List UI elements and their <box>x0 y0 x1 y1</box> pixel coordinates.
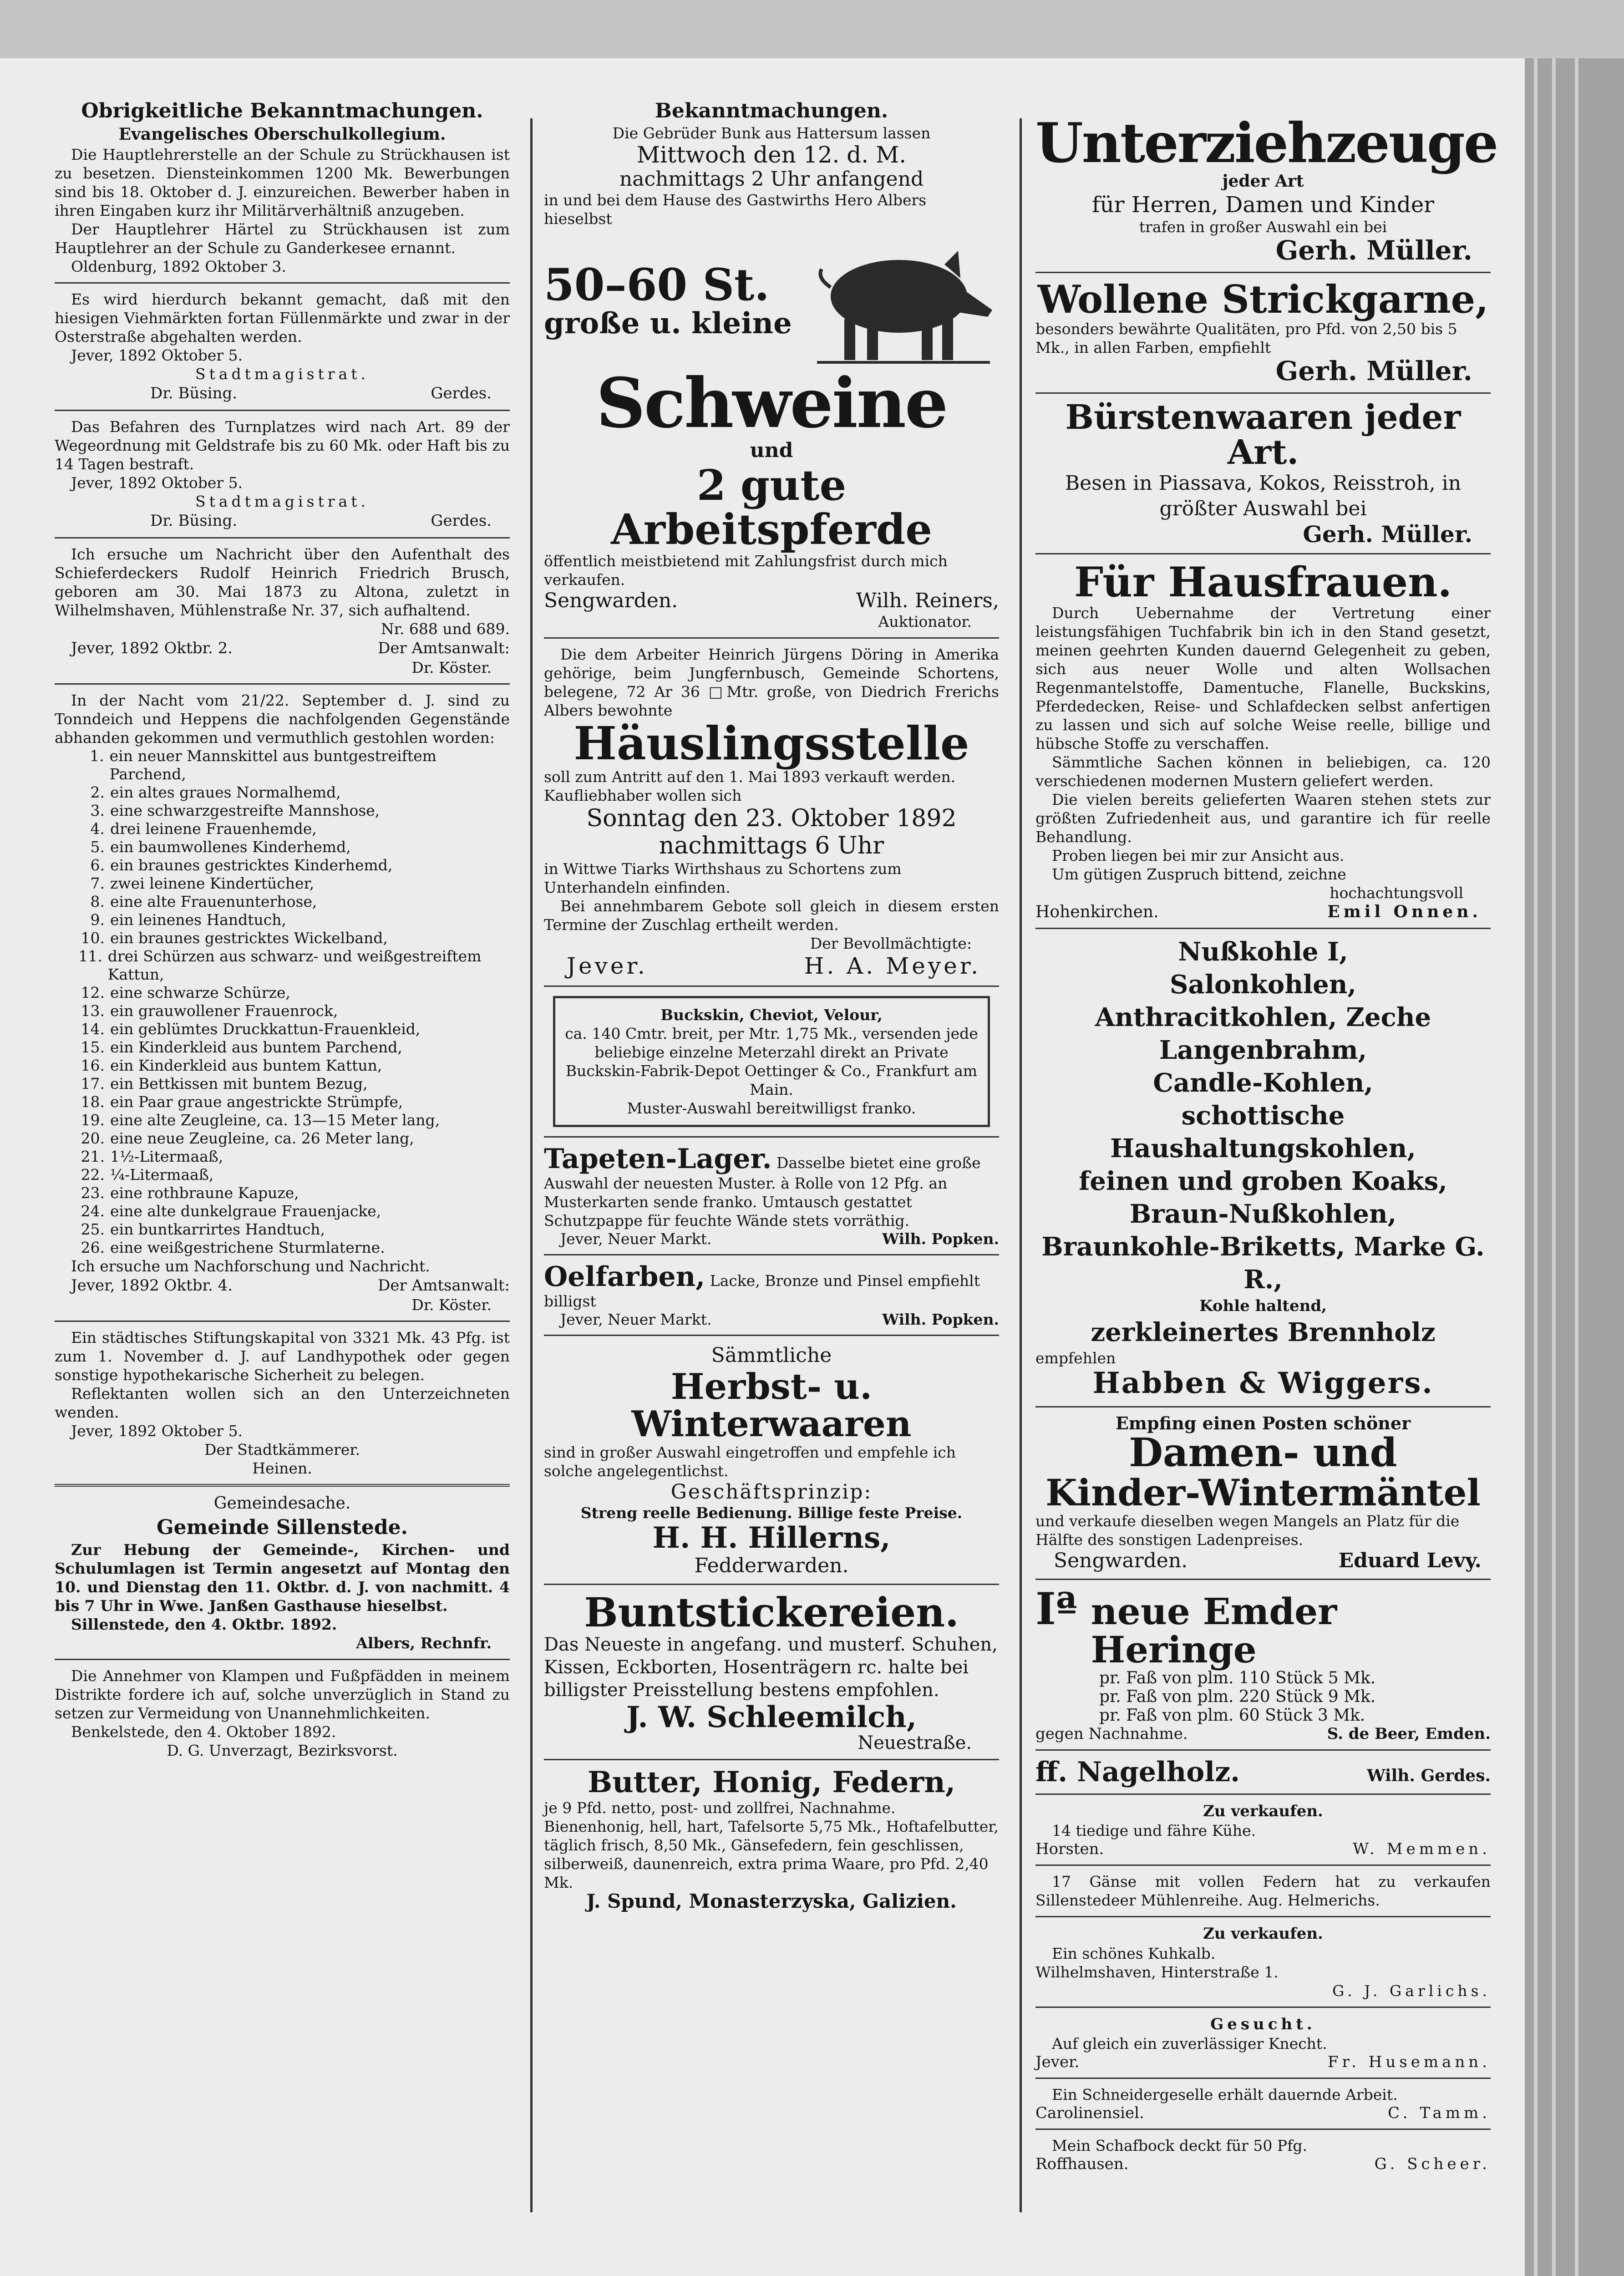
ad-text: Die Gebrüder Bunk aus Hattersum lassen <box>612 124 931 142</box>
ad-place: Sengwarden. <box>544 589 678 612</box>
ad-text: Die dem Arbeiter Heinrich Jürgens Döring in Amerika gehörige, beim Jungfernbusch, Gemeinde Schortens, belegene, 72 Ar 36 □Mtr. große, von Diedrich Frerichs Albers bewohnte <box>544 645 999 719</box>
ad-grade: Iª <box>1035 1583 1077 1635</box>
ad-title: Häuslingsstelle <box>573 716 969 770</box>
ad-text: 14 tiedige und fähre Kühe. <box>1052 1822 1256 1840</box>
signature: Dr. Köster. <box>411 658 492 676</box>
notice-text: Der Hauptlehrer Härtel zu Strückhausen ist zum Hauptlehrer an der Schule zu Ganderkesee ernannt. <box>55 220 510 257</box>
notice-text: Die Annehmer von Klampen und Fußpfädden in meinem Distrikte fordere ich auf, solche unverzüglich in Stand zu setzen zur Vermeidung von Unannehmlichkeiten. <box>55 1666 510 1722</box>
ad-text: 17 Gänse mit vollen Federn hat zu verkaufen Sillenstedeer Mühlenreihe. Aug. Helmerichs. <box>1035 1873 1491 1910</box>
ad-place: Carolinensiel. <box>1035 2103 1144 2122</box>
ad-place: Fedderwarden. <box>694 1554 849 1577</box>
ad-place: Roffhausen. <box>1035 2154 1129 2173</box>
list-number: 22. <box>81 1165 105 1184</box>
ad-text: Durch Uebernahme der Vertretung einer leistungsfähigen Tuchfabrik bin ich in den Stand gesetzt, meinen geehrten Kunden dauernd Gelegenheit zu geben, sich aus neuer Wolle und alten Wollsachen Regenmantelstoffe, Damentuche, Flanelle, Buckskins, Pferdedecken, Reise- und Schlafdecken selbst anfertigen zu lassen und sich auf solche Weise reelle, billige und hübsche Stoffe zu verschaffen. <box>1035 604 1491 753</box>
ad-text: trafen in großer Auswahl ein bei <box>1139 218 1387 236</box>
ad-text: Wilhelmshaven, Hinterstraße 1. <box>1035 1963 1279 1981</box>
ad-title: Damen- und <box>1129 1429 1397 1476</box>
ad-signature: H. A. Meyer. <box>804 952 981 979</box>
list-text: ein leinenes Handtuch, <box>110 910 287 929</box>
ad-signature: G. Scheer. <box>1374 2154 1491 2173</box>
ad-signature: Wilh. Reiners, <box>856 589 999 612</box>
list-item <box>73 984 510 1002</box>
ad-title: Schweine <box>596 363 947 444</box>
coal-item: Braunkohle-Briketts, Marke G. R., <box>1041 1232 1485 1295</box>
ad-text: Streng reelle Bedienung. Billige feste Preise. <box>580 1504 963 1522</box>
signature: Stadtmagistrat. <box>195 492 369 510</box>
ad-signature: Wilh. Popken. <box>882 1229 999 1248</box>
ad-text: Mein Schafbock deckt für 50 Pfg. <box>1052 2136 1307 2154</box>
ad-text: Die vielen bereits gelieferten Waaren stehen stets zur größten Zufriedenheit aus, und garantire ich für reelle Behandlung. <box>1035 791 1491 846</box>
list-number: 21. <box>81 1147 105 1165</box>
list-text: ein Bettkissen mit buntem Bezug, <box>110 1074 368 1092</box>
list-number: 11. <box>78 947 102 965</box>
ad-signature: C. Tamm. <box>1387 2103 1491 2122</box>
list-text: ein Kinderkleid aus buntem Parchend, <box>110 1038 402 1056</box>
ad-signature: Gerh. Müller. <box>1303 520 1472 548</box>
ad-signature: W. Memmen. <box>1353 1840 1491 1859</box>
notice-date: Benkelstede, den 4. Oktober 1892. <box>71 1722 336 1741</box>
notice-text: Ich ersuche um Nachricht über den Aufenthalt des Schieferdeckers Rudolf Heinrich Friedrich Brusch, geboren am 30. Mai 1873 zu Altona, zuletzt in Wilhelmshaven, Mühlenstraße Nr. 37, sich aufhaltend. <box>55 545 510 619</box>
stolen-items-list <box>55 747 510 1257</box>
ad-text: in Wittwe Tiarks Wirthshaus zu Schortens zum Unterhandeln einfinden. <box>544 859 902 896</box>
ad-text: Empfing einen Posten schöner <box>1115 1412 1411 1433</box>
ad-title: Unterziehzeuge <box>1035 111 1497 175</box>
coal-item: Nußkohle I, <box>1178 937 1348 967</box>
list-number: 15. <box>81 1038 105 1056</box>
list-item <box>73 1202 510 1220</box>
ad-signature: Wilh. Gerdes. <box>1367 1766 1491 1786</box>
ad-place: Jever. <box>567 952 648 979</box>
column-1 <box>55 98 510 1760</box>
ad-heading: Zu verkaufen. <box>1203 1925 1323 1943</box>
ad-place: Jever, Neuer Markt. <box>560 1310 712 1328</box>
list-text: ein neuer Mannskittel aus buntgestreiftem Parchend, <box>109 747 437 783</box>
list-text: eine neue Zeugleine, ca. 26 Meter lang, <box>110 1129 414 1147</box>
list-item <box>73 1220 510 1239</box>
list-number: 6. <box>90 856 105 874</box>
pig-icon <box>808 233 999 369</box>
ad-date: Mittwoch den 12. d. M. <box>636 142 907 168</box>
ad-text: Bei annehmbarem Gebote soll gleich in diesem ersten Termine der Zuschlag ertheilt werden. <box>544 897 999 934</box>
ad-text: Sämmtliche <box>711 1343 832 1367</box>
ad-heading: Bekanntmachungen. <box>655 99 888 122</box>
list-item <box>73 802 510 820</box>
notice-text: Reflektanten wollen sich an den Unterzeichneten wenden. <box>55 1384 510 1421</box>
ad-place: Jever, Neuer Markt. <box>560 1229 712 1248</box>
ad-text: jeder Art <box>1222 172 1304 191</box>
notice-date: Jever, 1892 Oktbr. 2. <box>71 639 233 657</box>
ad-signature: Gerh. Müller. <box>1275 234 1472 266</box>
section-title: Gemeinde Sillenstede. <box>157 1515 408 1539</box>
column-rule <box>530 118 533 2212</box>
ad-title: Butter, Honig, Federn, <box>587 1765 956 1799</box>
notice-date: Sillenstede, den 4. Oktbr. 1892. <box>71 1615 337 1633</box>
ad-signature: Der Bevollmächtigte: <box>810 934 972 952</box>
ad-count: 50–60 St. <box>544 259 770 310</box>
ad-signature: Fr. Husemann. <box>1328 2052 1491 2071</box>
ad-title: Wollene Strickgarne, <box>1037 276 1489 322</box>
notice-ref: Nr. 688 und 689. <box>381 620 510 638</box>
list-text: eine weißgestrichene Sturmlaterne. <box>110 1238 385 1256</box>
list-text: ein Kinderkleid aus buntem Kattun, <box>110 1056 382 1074</box>
list-number: 14. <box>81 1020 105 1038</box>
page-edge <box>1525 58 1624 2276</box>
coal-item: Anthracitkohlen, Zeche Langenbrahm, <box>1095 1002 1431 1066</box>
list-text: ein braunes gestricktes Kinderhemd, <box>110 856 393 874</box>
ad-signature: H. H. Hillerns, <box>652 1520 891 1555</box>
ad-text: Geschäftsprinzip: <box>670 1480 873 1504</box>
ad-heading: Gesucht. <box>1210 2015 1316 2033</box>
ad-text: Um gütigen Zuspruch bittend, zeichne <box>1052 865 1346 884</box>
ad-price: pr. Faß von plm. 110 Stück 5 Mk. <box>1099 1669 1376 1688</box>
list-text: eine alte dunkelgraue Frauenjacke, <box>110 1202 381 1220</box>
signature: Dr. Köster. <box>411 1295 492 1314</box>
notice-text: Es wird hierdurch bekannt gemacht, daß mit den hiesigen Viehmärkten fortan Füllenmärkte und zwar in der Osterstraße abgehalten werden. <box>55 290 510 345</box>
list-item <box>73 1057 510 1075</box>
list-text: eine alte Frauenunterhose, <box>110 892 317 910</box>
ad-text: Auf gleich ein zuverlässiger Knecht. <box>1052 2034 1327 2052</box>
list-text: ein altes graues Normalhemd, <box>110 783 341 801</box>
list-item <box>73 1129 510 1148</box>
list-text: ein baumwollenes Kinderhemd, <box>110 838 351 856</box>
notice-date: Jever, 1892 Oktober 5. <box>71 346 243 364</box>
list-item <box>73 1239 510 1257</box>
ad-signature: J. W. Schleemilch, <box>626 1700 917 1735</box>
ad-place: Horsten. <box>1035 1840 1104 1859</box>
signature: Heinen. <box>252 1459 312 1477</box>
official-heading: Obrigkeitliche Bekanntmachungen. <box>81 99 483 122</box>
list-item <box>73 947 510 984</box>
list-item <box>73 1166 510 1184</box>
signature: Gerdes. <box>431 511 492 530</box>
list-text: 1½-Litermaaß, <box>110 1147 223 1165</box>
list-number: 12. <box>81 983 105 1001</box>
list-text: eine rothbraune Kapuze, <box>110 1184 299 1202</box>
list-item <box>73 1002 510 1020</box>
ad-title: Kinder-Wintermäntel <box>1045 1471 1481 1514</box>
list-item <box>73 911 510 929</box>
signature: Stadtmagistrat. <box>195 365 369 383</box>
ad-place: Hohenkirchen. <box>1035 903 1159 922</box>
ad-text: und verkaufe dieselben wegen Mangels an Platz für die Hälfte des sonstigen Ladenpreises. <box>1035 1512 1460 1549</box>
column-2 <box>544 98 999 1913</box>
list-number: 4. <box>90 819 105 838</box>
ad-text: Proben liegen bei mir zur Ansicht aus. <box>1052 847 1345 865</box>
list-text: eine schwarzgestreifte Mannshose, <box>110 801 380 819</box>
list-item <box>73 820 510 838</box>
coal-item: Kohle haltend, <box>1199 1297 1327 1316</box>
signature: Der Amtsanwalt: <box>378 1276 510 1295</box>
ad-text: für Herren, Damen und Kinder <box>1091 192 1435 218</box>
list-text: ein braunes gestricktes Wickelband, <box>110 929 388 947</box>
list-number: 19. <box>81 1111 105 1129</box>
ad-text: und <box>750 439 793 462</box>
list-number: 17. <box>81 1074 105 1092</box>
list-text: ein Paar graue angestrickte Strümpfe, <box>110 1092 403 1111</box>
list-item <box>73 893 510 911</box>
ad-price: pr. Faß von plm. 60 Stück 3 Mk. <box>1099 1706 1365 1725</box>
list-number: 1. <box>90 747 104 765</box>
ad-signature: Emil Onnen. <box>1327 902 1482 922</box>
list-number: 13. <box>81 1001 105 1020</box>
notice-date: Jever, 1892 Oktober 5. <box>71 473 243 492</box>
ad-text: Ein schönes Kuhkalb. <box>1052 1944 1216 1962</box>
coal-item: Braun-Nußkohlen, <box>1129 1199 1397 1229</box>
ad-signature: J. Spund, Monasterzyska, Galizien. <box>586 1890 957 1913</box>
list-text: drei leinene Frauenhemde, <box>110 819 317 838</box>
notice-text: Ich ersuche um Nachforschung und Nachricht. <box>71 1257 430 1275</box>
notice-date: Jever, 1892 Oktober 5. <box>71 1422 243 1440</box>
ad-signature: Gerh. Müller. <box>1275 355 1472 386</box>
ad-title: 2 gute Arbeitspferde <box>611 461 932 554</box>
ad-time: nachmittags 6 Uhr <box>659 832 884 859</box>
ad-text: Lacke, Bronze und Pinsel empfiehlt billigst <box>544 1271 980 1310</box>
list-item <box>73 1038 510 1057</box>
ad-title: Bürstenwaaren jeder Art. <box>1065 397 1461 472</box>
ad-signature: S. de Beer, Emden. <box>1327 1725 1491 1743</box>
ad-text: Ein Schneidergeselle erhält dauernde Arbeit. <box>1052 2085 1398 2103</box>
list-number: 25. <box>81 1220 105 1238</box>
coal-item: feinen und groben Koaks, <box>1079 1166 1447 1197</box>
ad-text: empfehlen <box>1035 1349 1116 1367</box>
signature: Dr. Büsing. <box>150 384 238 402</box>
ad-text: Besen in Piassava, Kokos, Reisstroh, in größter Auswahl bei <box>1065 471 1462 520</box>
list-number: 3. <box>90 801 105 819</box>
ad-place: Jever. <box>1035 2052 1080 2071</box>
list-number: 26. <box>81 1238 105 1256</box>
list-text: eine schwarze Schürze, <box>110 983 290 1001</box>
ad-title: Herbst- u. Winterwaaren <box>631 1366 912 1445</box>
list-item <box>73 838 510 856</box>
list-text: ein grauwollener Frauenrock, <box>110 1001 338 1020</box>
coal-item: zerkleinertes Brennholz <box>1091 1317 1436 1348</box>
list-number: 20. <box>81 1129 105 1147</box>
ad-signature: Habben & Wiggers. <box>1092 1366 1434 1401</box>
ad-price: pr. Faß von plm. 220 Stück 9 Mk. <box>1099 1687 1376 1707</box>
signature: Albers, Rechnfr. <box>356 1634 492 1652</box>
signature: Dr. Büsing. <box>150 511 238 530</box>
ad-date: Sonntag den 23. Oktober 1892 <box>586 804 957 832</box>
ad-title: ff. Nagelholz. <box>1035 1756 1240 1788</box>
ad-text: hochachtungsvoll <box>1330 884 1463 902</box>
list-text: eine alte Zeugleine, ca. 13—15 Meter lang, <box>110 1111 440 1129</box>
ad-signature: Wilh. Popken. <box>882 1310 999 1328</box>
signature: D. G. Unverzagt, Bezirksvorst. <box>167 1741 398 1759</box>
notice-text: Zur Hebung der Gemeinde-, Kirchen- und Schulumlagen ist Termin angesetzt auf Montag den 10. und Dienstag den 11. Oktbr. d. J. von nachmitt. 4 bis 7 Uhr in Wwe. Janßen Gasthause hieselbst. <box>55 1540 510 1615</box>
ad-text: in und bei dem Hause des Gastwirths Hero Albers hieselbst <box>544 191 927 228</box>
ad-box <box>553 996 990 1127</box>
list-text: ¼-Litermaaß, <box>110 1165 214 1184</box>
list-item <box>73 1148 510 1166</box>
list-number: 2. <box>90 783 105 801</box>
ad-text: Muster-Auswahl bereitwilligst franko. <box>627 1099 916 1117</box>
ad-heading: Zu verkaufen. <box>1203 1802 1323 1821</box>
list-number: 10. <box>81 929 105 947</box>
coal-item: schottische Haushaltungskohlen, <box>1110 1101 1416 1164</box>
coal-item: Candle-Kohlen, <box>1153 1068 1373 1098</box>
signature: Der Amtsanwalt: <box>378 639 510 657</box>
list-item <box>73 1020 510 1038</box>
list-number: 23. <box>81 1184 105 1202</box>
notice-text: In der Nacht vom 21/22. September d. J. sind zu Tonndeich und Heppens die nachfolgenden Gegenstände abhanden gekommen und vermuthlich gestohlen worden: <box>55 691 510 747</box>
list-number: 8. <box>90 892 105 910</box>
list-item <box>73 747 510 783</box>
ad-time: nachmittags 2 Uhr anfangend <box>619 168 924 191</box>
list-text: ein buntkarrirtes Handtuch, <box>110 1220 325 1238</box>
notice-text: Das Befahren des Turnplatzes wird nach Art. 89 der Wegeordnung mit Geldstrafe bis zu 60 Mk. oder Haft bis zu 14 Tagen bestraft. <box>55 417 510 473</box>
ad-text: je 9 Pfd. netto, post- und zollfrei, Nachnahme. Bienenhonig, hell, hart, Tafelsorte 5,75 Mk., Hoftafelbutter, täglich frisch, 8,50 Mk., Gänsefedern, fein geschlissen, silberweiß, daunenreich, extra prima Waare, pro Pfd. 2,40 Mk. <box>544 1799 999 1892</box>
list-text: zwei leinene Kindertücher, <box>110 874 315 892</box>
ad-text: Dasselbe bietet eine große Auswahl der neuesten Muster. à Rolle von 12 Pfg. an Musterkarten sende franko. Umtausch gestattet Schutzpappe für feuchte Wände stets vorräthig. <box>544 1153 981 1229</box>
list-item <box>73 1075 510 1093</box>
ad-text: Das Neueste in angefang. und musterf. Schuhen, Kissen, Eckborten, Hosenträgern rc. halte bei billigster Preisstellung bestens empfohlen. <box>544 1634 998 1701</box>
ad-text: besonders bewährte Qualitäten, pro Pfd. von 2,50 bis 5 Mk., in allen Farben, empfiehlt <box>1035 320 1457 356</box>
section-title: Evangelisches Oberschulkollegium. <box>118 125 446 144</box>
ad-text: Sämmtliche Sachen können in beliebigen, ca. 120 verschiedenen modernen Mustern geliefert werden. <box>1035 753 1491 790</box>
notice-date: Oldenburg, 1892 Oktober 3. <box>71 257 286 275</box>
list-item <box>73 1093 510 1111</box>
list-text: drei Schürzen aus schwarz- und weißgestreiftem Kattun, <box>107 947 482 983</box>
coal-item: Salonkohlen, <box>1169 970 1357 1000</box>
ad-text: große u. kleine <box>544 306 792 341</box>
ad-text: öffentlich meistbietend mit Zahlungsfrist durch mich verkaufen. <box>544 552 948 589</box>
list-item <box>73 856 510 874</box>
list-number: 18. <box>81 1092 105 1111</box>
list-number: 7. <box>90 874 105 892</box>
ad-place: Sengwarden. <box>1054 1549 1188 1573</box>
ad-title: Buntstickereien. <box>584 1588 959 1636</box>
ad-title: neue Emder Heringe <box>1091 1590 1337 1671</box>
ad-text: gegen Nachnahme. <box>1035 1725 1188 1743</box>
list-item <box>73 874 510 893</box>
section-title: Gemeindesache. <box>213 1494 351 1513</box>
notice-text: Ein städtisches Stiftungskapital von 3321 Mk. 43 Pfg. ist zum 1. November d. J. auf Landhypothek oder gegen sonstige hypothekarische Sicherheit zu belegen. <box>55 1328 510 1384</box>
ad-signature: Eduard Levy. <box>1338 1549 1482 1573</box>
ad-title: Oelfarben, <box>544 1260 705 1293</box>
list-item <box>73 1184 510 1202</box>
ad-text: ca. 140 Cmtr. breit, per Mtr. 1,75 Mk., versenden jede beliebige einzelne Meterzahl direkt an Private Buckskin-Fabrik-Depot Oettinger & Co., Frankfurt am Main. <box>565 1024 978 1098</box>
column-3 <box>1035 98 1497 2173</box>
notice-text: Die Hauptlehrerstelle an der Schule zu Strückhausen ist zu besetzen. Diensteinkommen 1200 Mk. Bewerbungen sind bis 18. Oktober d. J. einzureichen. Bewerber haben in ihren Eingaben kurz ihr Militärverhältniß anzugeben. <box>55 145 510 219</box>
ad-signature: Auktionator. <box>878 612 972 630</box>
notice-date: Jever, 1892 Oktbr. 4. <box>71 1276 233 1295</box>
list-text: ein geblümtes Druckkattun-Frauenkleid, <box>110 1020 421 1038</box>
ad-text: Buckskin, Cheviot, Velour, <box>660 1006 883 1024</box>
ad-title: Für Hausfrauen. <box>1074 558 1452 606</box>
signature: Gerdes. <box>431 384 492 402</box>
list-number: 16. <box>81 1056 105 1074</box>
list-item <box>73 929 510 947</box>
signature: Der Stadtkämmerer. <box>204 1440 360 1458</box>
list-item <box>73 1111 510 1129</box>
column-rule <box>1020 118 1022 2212</box>
ad-signature: G. J. Garlichs. <box>1332 1981 1491 2000</box>
ad-place: Neuestraße. <box>858 1732 972 1753</box>
ad-text: sind in großer Auswahl eingetroffen und empfehle ich solche angelegentlichst. <box>544 1443 956 1480</box>
list-number: 5. <box>90 838 105 856</box>
ad-text: soll zum Antritt auf den 1. Mai 1893 verkauft werden. Kaufliebhaber wollen sich <box>544 767 956 804</box>
list-item <box>73 783 510 802</box>
list-number: 24. <box>81 1202 105 1220</box>
list-number: 9. <box>90 910 105 929</box>
ad-title: Tapeten-Lager. <box>544 1143 772 1175</box>
